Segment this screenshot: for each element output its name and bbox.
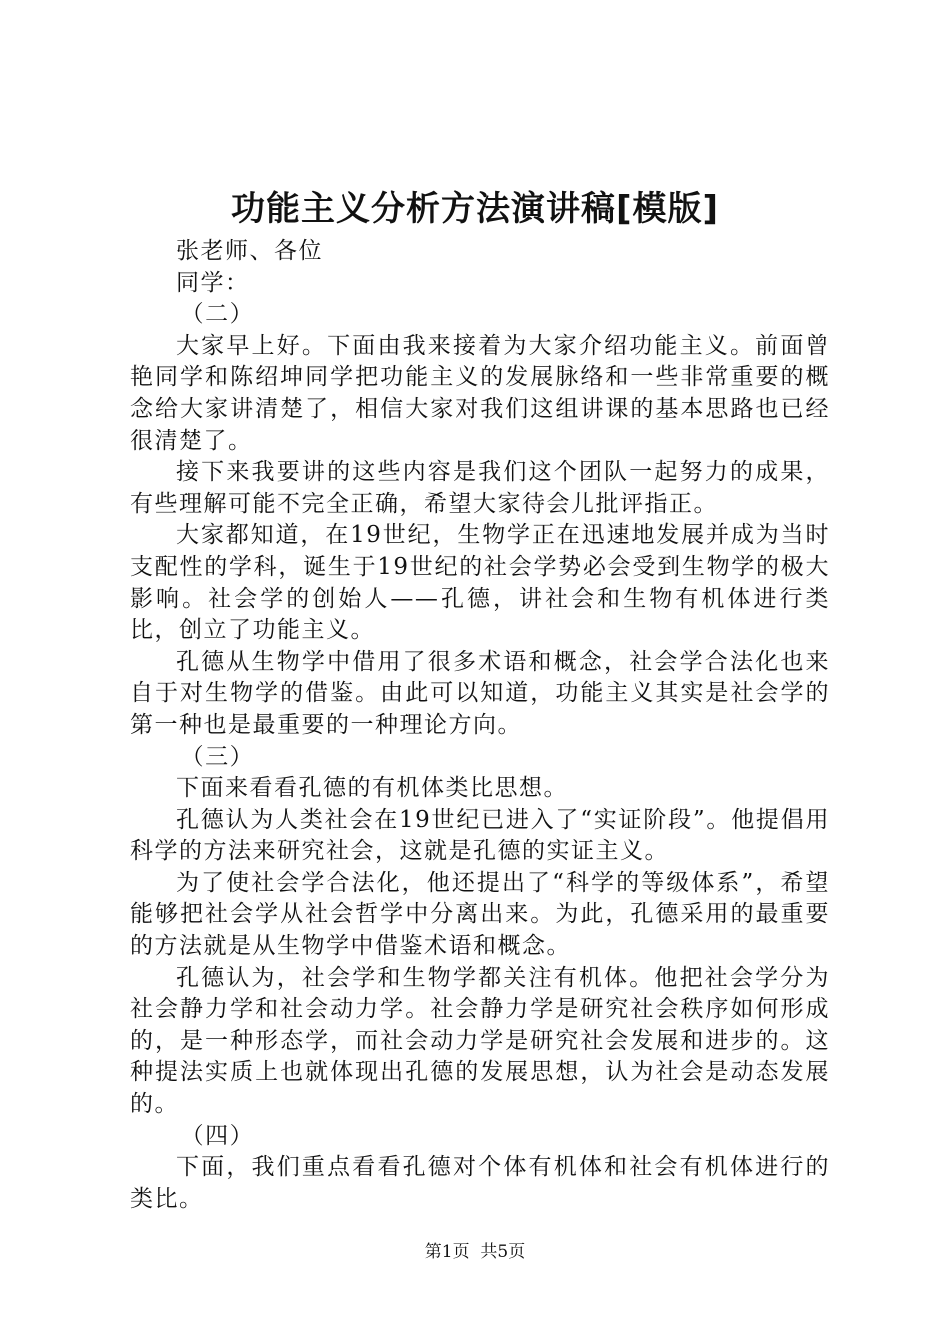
section-heading: （二） [180, 301, 255, 328]
page-total: 共5页 [480, 1242, 526, 1262]
paragraph: 孔德认为人类社会在19世纪已进入了“实证阶段”。他提倡用科学的方法来研究社会，这就是孔德的实证主义。 [130, 806, 830, 865]
page-footer [0, 1240, 950, 1264]
paragraph: 为了使社会学合法化，他还提出了“科学的等级体系”，希望能够把社会学从社会哲学中分离出来。为此，孔德采用的最重要的方法就是从生物学中借鉴术语和概念。 [130, 869, 830, 960]
document-body [130, 236, 830, 1215]
salutation-line: 张老师、各位 [176, 238, 323, 264]
paragraph: 大家都知道，在19世纪，生物学正在迅速地发展并成为当时支配性的学科，诞生于19世纪的社会学势必会受到生物学的极大影响。社会学的创始人——孔德，讲社会和生物有机体进行类比，创立了功能主义。 [130, 522, 830, 644]
paragraph: 接下来我要讲的这些内容是我们这个团队一起努力的成果，有些理解可能不完全正确，希望大家待会儿批评指正。 [130, 459, 830, 517]
paragraph: 下面，我们重点看看孔德对个体有机体和社会有机体进行的类比。 [130, 1154, 830, 1212]
salutation-line: 同学： [176, 269, 250, 296]
paragraph: 大家早上好。下面由我来接着为大家介绍功能主义。前面曾艳同学和陈绍坤同学把功能主义的发展脉络和一些非常重要的概念给大家讲清楚了，相信大家对我们这组讲课的基本思路也已经很清楚了。 [130, 332, 830, 454]
document-title: 功能主义分析方法演讲稿[模版] [230, 189, 720, 229]
page-number: 第1页 [424, 1242, 470, 1262]
section-heading: （三） [180, 743, 255, 770]
section-heading: （四） [180, 1122, 255, 1149]
paragraph: 孔德从生物学中借用了很多术语和概念，社会学合法化也来自于对生物学的借鉴。由此可以知道，功能主义其实是社会学的第一种也是最重要的一种理论方向。 [130, 648, 830, 738]
paragraph: 孔德认为，社会学和生物学都关注有机体。他把社会学分为社会静力学和社会动力学。社会静力学是研究社会秩序如何形成的，是一种形态学，而社会动力学是研究社会发展和进步的。这种提法实质上也就体现出孔德的发展思想，认为社会是动态发展的。 [130, 964, 830, 1118]
paragraph: 下面来看看孔德的有机体类比思想。 [176, 775, 568, 802]
